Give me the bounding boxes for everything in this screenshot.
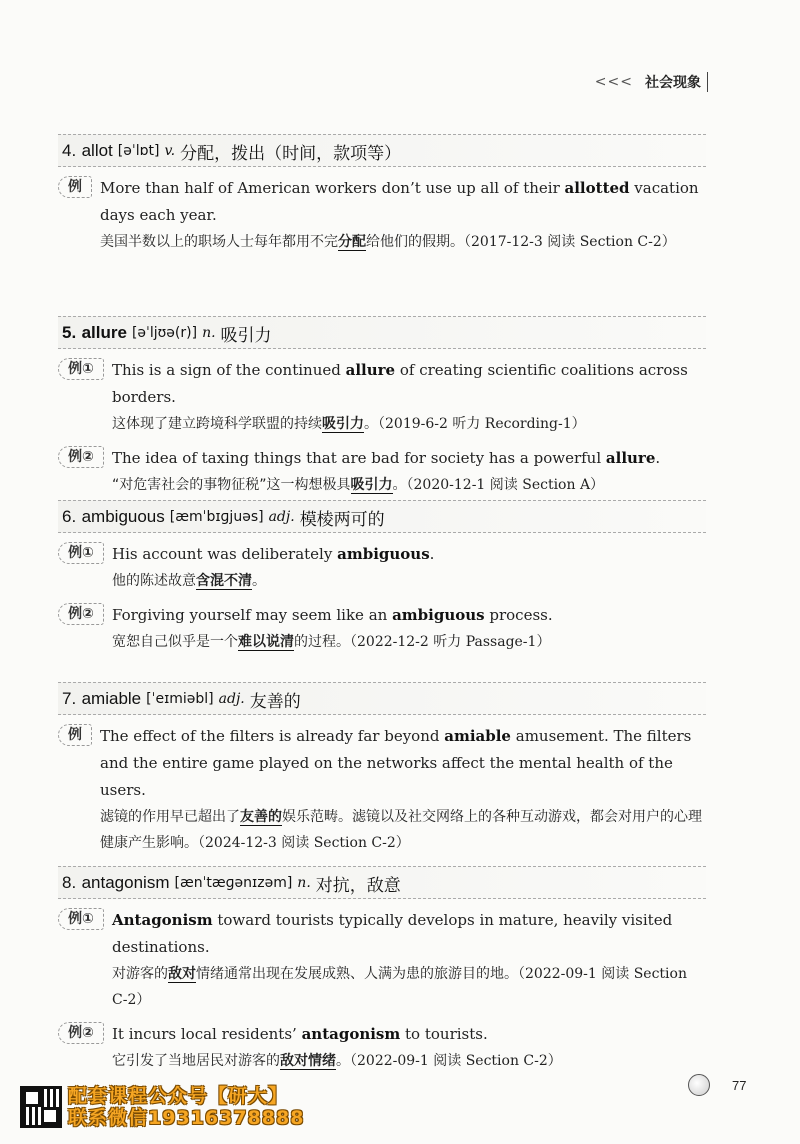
example-tag: 例② <box>58 603 104 625</box>
entry-number: 6. <box>62 507 77 526</box>
entry-meaning: 模棱两可的 <box>299 509 385 530</box>
promo-banner <box>20 1085 304 1129</box>
entry-pos: n. <box>297 875 311 891</box>
entry-pos: v. <box>164 143 176 159</box>
example-chinese: 它引发了当地居民对游客的敌对情绪。（2022-09-1 阅读 Section C-2） <box>112 1053 562 1069</box>
entry-ipa: [əˈlɒt] <box>117 143 160 159</box>
qr-code-icon <box>20 1086 62 1128</box>
entry-allot <box>58 134 706 255</box>
example-chinese: 这体现了建立跨境科学联盟的持续吸引力。（2019-6-2 听力 Recording-1） <box>112 416 586 432</box>
example-tag: 例② <box>58 446 104 468</box>
promo-line-1: 配套课程公众号【研大】 <box>68 1085 289 1107</box>
example-chinese: “对危害社会的事物征税”这一构想极具吸引力。（2020-12-1 阅读 Section A） <box>112 477 605 493</box>
entry-pos: adj. <box>218 691 245 707</box>
example-tag: 例 <box>58 176 92 198</box>
entry-number: 4. <box>62 141 77 160</box>
entry-pos: n. <box>202 325 216 341</box>
example-english: This is a sign of the continued allure of creating scientific coalitions across borders. <box>112 361 688 406</box>
example-english: His account was deliberately ambiguous. <box>112 545 435 563</box>
example <box>58 445 706 498</box>
example-tag: 例② <box>58 1022 104 1044</box>
entry-word: allot <box>81 141 113 160</box>
entry-meaning: 吸引力 <box>220 325 272 346</box>
entry-meaning: 对抗，敌意 <box>315 875 401 896</box>
entry-headword <box>58 134 706 167</box>
entry-number: 7. <box>62 689 77 708</box>
entry-number: 5. <box>62 323 77 342</box>
entry-ipa: [ænˈtæɡənɪzəm] <box>174 875 293 891</box>
example <box>58 602 706 655</box>
example <box>58 175 706 255</box>
header-title: 社会现象 <box>645 75 701 91</box>
entry-antagonism <box>58 866 706 1074</box>
entry-ambiguous <box>58 500 706 655</box>
entry-word: antagonism <box>81 873 170 892</box>
example-tag: 例① <box>58 358 104 380</box>
example-english: More than half of American workers don’t use up all of their allotted vacation days each year. <box>100 179 699 224</box>
entry-amiable <box>58 682 706 856</box>
entry-headword <box>58 316 706 349</box>
entry-pos: adj. <box>268 509 295 525</box>
example-chinese: 对游客的敌对情绪通常出现在发展成熟、人满为患的旅游目的地。（2022-09-1 阅读 Section C-2） <box>112 966 687 1008</box>
entry-word: allure <box>81 323 127 342</box>
entry-number: 8. <box>62 873 77 892</box>
example-chinese: 他的陈述故意含混不清。 <box>112 573 266 589</box>
example-english: It incurs local residents’ antagonism to tourists. <box>112 1025 488 1043</box>
example-tag: 例 <box>58 724 92 746</box>
entry-allure <box>58 316 706 498</box>
header-divider <box>707 72 708 92</box>
entry-word: ambiguous <box>81 507 165 526</box>
example <box>58 1021 706 1074</box>
entry-word: amiable <box>81 689 142 708</box>
example-chinese: 美国半数以上的职场人士每年都用不完分配给他们的假期。（2017-12-3 阅读 Section C-2） <box>100 234 676 250</box>
entry-meaning: 分配，拨出（时间，款项等） <box>180 143 402 164</box>
page-circle-icon <box>688 1074 710 1096</box>
entry-ipa: [ˈeɪmiəbl] <box>146 691 214 707</box>
page-number <box>688 1074 746 1096</box>
promo-line-2: 联系微信19316378888 <box>68 1107 305 1129</box>
example-chinese: 滤镜的作用早已超出了友善的娱乐范畴。滤镜以及社交网络上的各种互动游戏，都会对用户的心理健康产生影响。（2024-12-3 阅读 Section C-2） <box>100 809 702 851</box>
entry-headword <box>58 500 706 533</box>
example-english: The effect of the filters is already far beyond amiable amusement. The filters and the entire game played on the networks affect the mental health of the users. <box>100 727 692 799</box>
page-number-text: 77 <box>732 1077 747 1093</box>
example <box>58 357 706 437</box>
entry-headword <box>58 682 706 715</box>
example-chinese: 宽恕自己似乎是一个难以说清的过程。（2022-12-2 听力 Passage-1） <box>112 634 551 650</box>
example-english: Antagonism toward tourists typically develops in mature, heavily visited destinations. <box>112 911 673 956</box>
example <box>58 723 706 856</box>
example-english: Forgiving yourself may seem like an ambiguous process. <box>112 606 553 624</box>
example <box>58 541 706 594</box>
header-arrows: <<< <box>594 74 633 90</box>
entry-ipa: [əˈljʊə(r)] <box>131 325 198 341</box>
entry-meaning: 友善的 <box>249 691 301 712</box>
example <box>58 907 706 1013</box>
example-english: The idea of taxing things that are bad for society has a powerful allure. <box>112 449 661 467</box>
running-header <box>595 72 708 92</box>
entry-ipa: [æmˈbɪɡjuəs] <box>169 509 264 525</box>
example-tag: 例① <box>58 542 104 564</box>
example-tag: 例① <box>58 908 104 930</box>
entry-headword <box>58 866 706 899</box>
